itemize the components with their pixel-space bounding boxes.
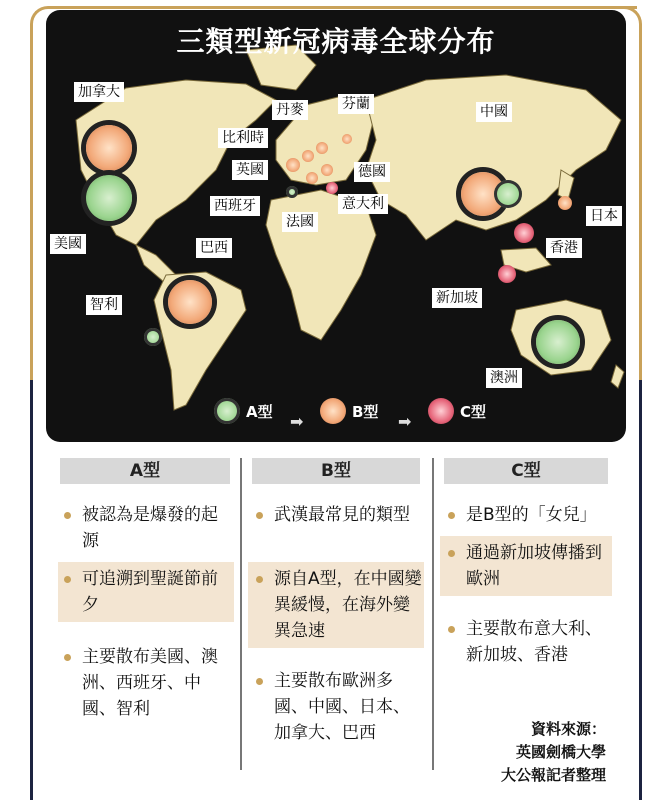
column-divider-2 [432,458,434,770]
bullet-dot-icon [64,654,71,661]
col-b-item-2 [248,562,424,648]
source-line-3: 大公報記者整理 [500,766,606,784]
infographic-title: 三類型新冠病毒全球分布 [176,25,496,58]
virus-a-legend-icon [214,398,240,424]
bullet-dot-icon [256,576,263,583]
virus-b-denmark-icon [316,142,328,154]
source-line-2: 英國劍橋大學 [515,743,606,761]
bullet-dot-icon [448,626,455,633]
virus-c-italy-icon [326,182,338,194]
legend-item-a [214,398,273,424]
frame-border-left [30,380,33,800]
col-a-item-3 [64,644,234,722]
col-b-item-1-text: 武漢最常見的類型 [274,505,410,525]
label-japan: 日本 [586,206,622,226]
col-c-item-1-text: 是B型的「女兒」 [466,505,597,525]
virus-b-germany-icon [321,164,333,176]
bullet-dot-icon [64,512,71,519]
virus-c-singapore-icon [498,265,516,283]
legend-label-b: B型 [352,402,379,421]
label-usa: 美國 [50,234,86,254]
label-italy: 意大利 [338,194,388,214]
bullet-dot-icon [256,678,263,685]
col-a-item-2 [58,562,234,622]
col-b-item-1 [256,502,422,528]
label-china: 中國 [476,102,512,122]
virus-b-legend-icon [320,398,346,424]
col-c-item-3-text: 主要散布意大利、新加坡、香港 [466,619,602,665]
virus-b-belgium-icon [302,150,314,162]
virus-b-canada-icon [86,125,132,171]
bullet-dot-icon [64,576,71,583]
virus-c-hongkong-icon [514,223,534,243]
type-legend [46,398,626,438]
frame-border-right-lower [639,380,642,800]
virus-b-uk-icon [286,158,300,172]
column-header-b: B型 [252,458,420,484]
column-divider-1 [240,458,242,770]
col-a-item-2-text: 可追溯到聖誕節前夕 [82,569,218,615]
column-header-a: A型 [60,458,230,484]
label-finland: 芬蘭 [338,94,374,114]
bullet-dot-icon [448,550,455,557]
label-denmark: 丹麥 [272,100,308,120]
col-c-item-2-text: 通過新加坡傳播到歐洲 [466,543,602,589]
label-canada: 加拿大 [74,82,124,102]
label-brazil: 巴西 [196,238,232,258]
label-chile: 智利 [86,295,122,315]
col-b-item-2-text: 源自A型，在中國變異緩慢，在海外變異急速 [274,569,422,641]
label-belgium: 比利時 [218,128,268,148]
col-c-item-3 [448,616,612,668]
col-b-item-3 [256,668,422,746]
world-map-graphic [46,10,626,442]
col-c-item-2 [440,536,612,596]
col-c-item-1 [448,502,612,528]
virus-b-france-icon [306,172,318,184]
legend-item-b [320,398,378,424]
col-a-item-3-text: 主要散布美國、澳洲、西班牙、中國、智利 [82,647,218,719]
label-france: 法國 [282,212,318,232]
label-germany: 德國 [354,162,390,182]
asia-shape [366,75,621,240]
virus-a-australia-icon [536,320,580,364]
new-zealand-shape [611,365,624,388]
col-a-item-1-text: 被認為是爆發的起源 [82,505,218,551]
virus-a-china-icon [494,180,522,208]
arrow-b-to-c-icon: ➡ [398,412,412,431]
bullet-dot-icon [256,512,263,519]
col-b-item-3-text: 主要散布歐洲多國、中國、日本、加拿大、巴西 [274,671,410,743]
column-header-c: C型 [444,458,608,484]
bullet-dot-icon [448,512,455,519]
virus-b-finland-icon [342,134,352,144]
label-uk: 英國 [232,160,268,180]
virus-a-chile-icon [144,328,162,346]
label-australia: 澳洲 [486,368,522,388]
arrow-a-to-b-icon: ➡ [290,412,304,431]
virus-c-legend-icon [428,398,454,424]
virus-a-usa-icon [86,175,132,221]
label-spain: 西班牙 [210,196,260,216]
legend-label-c: C型 [460,402,487,421]
virus-b-japan-icon [558,196,572,210]
virus-a-spain-icon [286,186,298,198]
legend-item-c [428,398,486,424]
virus-b-brazil-icon [168,280,212,324]
col-a-item-1 [64,502,234,554]
source-credit [501,718,606,787]
world-map-panel [46,10,626,442]
legend-label-a: A型 [246,402,273,421]
label-hongkong: 香港 [546,238,582,258]
source-line-1: 資料來源： [530,720,606,738]
label-singapore: 新加坡 [432,288,482,308]
